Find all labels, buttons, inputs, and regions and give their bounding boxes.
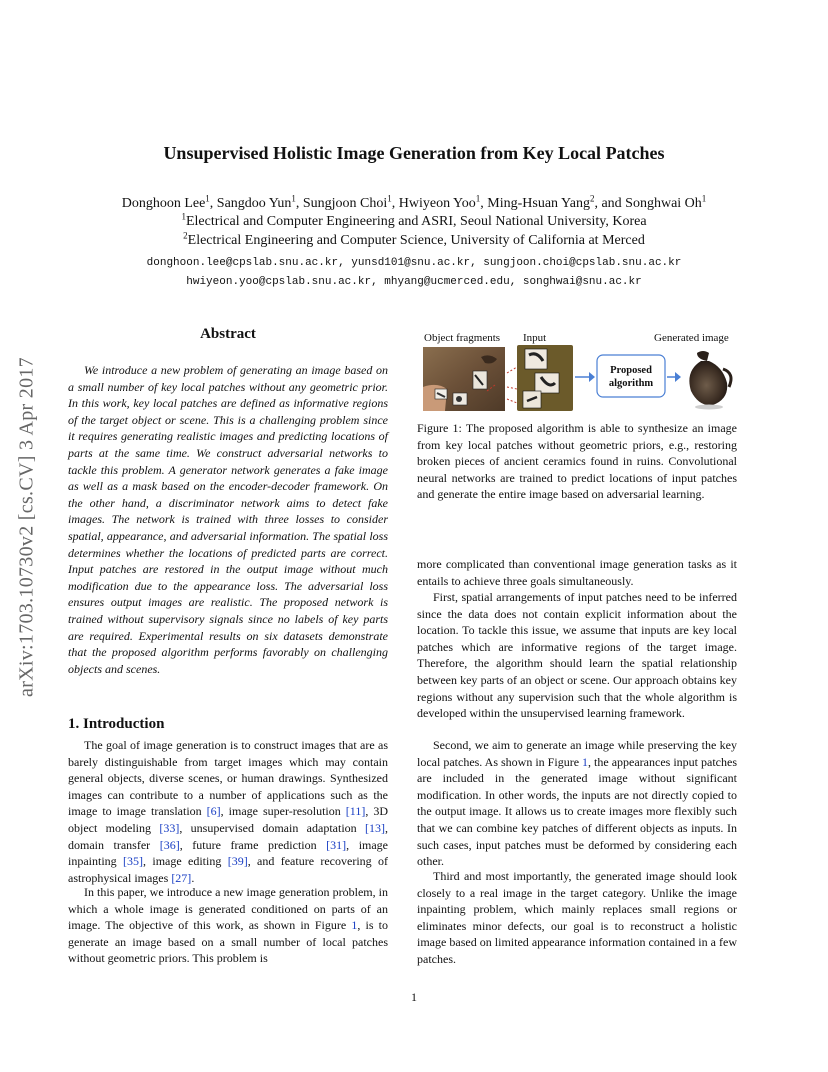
author-name: Sangdoo Yun <box>216 196 292 211</box>
affiliation-2 <box>0 230 828 249</box>
figure-1-caption: Figure 1: The proposed algorithm is able to synthesize an image from key local patches without geometric priors, e.g., restoring broken pieces of ancient ceramics found in ruins. Convolutional neural networks are trained to predict locations of input patches and generate the entire image based on adversarial learning. <box>417 421 737 502</box>
citation-link[interactable]: [39] <box>227 854 248 869</box>
citation-link[interactable]: [27] <box>171 870 192 885</box>
author-affiliation-mark: 1 <box>205 193 210 204</box>
right-paragraph-3: Third and most importantly, the generated image should look closely to a real image in the target category. Unlike the image inpainting problem, which mainly replaces small regions or eliminates minor defects, our goal is to reconstruct a holistic image based on limited appearance information contained in a few patches. <box>417 869 737 966</box>
author-affiliation-mark: 1 <box>701 193 707 204</box>
paper-title: Unsupervised Holistic Image Generation from Key Local Patches <box>163 143 665 163</box>
author-affiliation-mark: 2 <box>589 193 595 204</box>
author-name: Sungjoon Choi <box>302 196 388 211</box>
citation-link[interactable]: [6] <box>206 804 221 819</box>
citation-link[interactable]: [33] <box>159 820 180 835</box>
citation-link[interactable]: [31] <box>326 837 347 852</box>
author-separator: , <box>480 196 488 211</box>
intro-paragraph-2: In this paper, we introduce a new image generation problem, in which a whole image is generated conditioned on parts of an image. The objective of this work, as shown in Figure 1, is to generate an image based on a small number of local patches without geometric priors. This problem is <box>68 885 389 966</box>
email-line-1: donghoon.lee@cpslab.snu.ac.kr, yunsd101@snu.ac.kr, sungjoon.choi@cpslab.snu.ac.kr <box>146 257 682 269</box>
svg-text:Proposed: Proposed <box>610 365 652 376</box>
citation-link[interactable]: 1 <box>582 754 589 769</box>
proposed-algorithm-box <box>597 355 665 397</box>
generated-vase-image <box>683 347 737 411</box>
citation-link[interactable]: [36] <box>159 837 180 852</box>
object-fragments-photo <box>423 347 505 411</box>
affiliation-1 <box>0 211 828 230</box>
abstract-heading: Abstract <box>200 326 256 342</box>
arxiv-identifier <box>14 292 40 762</box>
abstract-text: We introduce a new problem of generating an image based on a small number of key local patches without any geometric prior. In this work, key local patches are defined as informative regions of the target object or scene. This is a challenging problem since it requires generating realistic images and predicting locations of parts at the same time. We construct adversarial networks to tackle this problem. A generator network generates a fake image as well as a mask based on the encoder-decoder framework. On the other hand, a discriminator network aims to detect fake images. The network is trained with three losses to consider spatial, appearance, and adversarial information. The spatial loss determines whether the locations of predicted parts are correct. Input patches are restored in the output image without much modification due to the appearance loss. The adversarial loss ensures output images are realistic. The proposed network is trained without supervisory signals since no labels of key parts are required. Experimental results on six datasets demonstrate that the proposed algorithm performs favorably on challenging objects and scenes. <box>68 363 388 676</box>
author-list <box>0 193 828 212</box>
author-name: Songhwai Oh <box>625 196 702 211</box>
citation-link[interactable]: 1 <box>351 918 358 933</box>
author-name: Ming-Hsuan Yang <box>487 196 590 211</box>
citation-link[interactable]: [11] <box>345 804 366 819</box>
author-separator: , <box>391 196 399 211</box>
intro-heading: 1. Introduction <box>68 716 165 732</box>
page-number: 1 <box>411 990 417 1004</box>
arrow-to-output <box>667 372 681 382</box>
citation-link[interactable]: [35] <box>123 854 144 869</box>
affiliation-1-text: Electrical and Computer Engineering and ASRI, Seoul National University, Korea <box>185 214 647 229</box>
svg-text:algorithm: algorithm <box>608 378 654 389</box>
author-name: Hwiyeon Yoo <box>398 196 476 211</box>
affiliation-2-text: Electrical Engineering and Computer Science, University of California at Merced <box>187 233 645 248</box>
figure-1 <box>417 327 739 415</box>
intro-paragraph-1: The goal of image generation is to construct images that are as barely distinguishable from target images which may contain general objects, diverse scenes, or human drawings. Synthesized images can contribute to a number of applications such as the image to image translation [6], image super-resolution [11], 3D object modeling [33], unsupervised domain adaptation [13], domain transfer [36], future frame prediction [31], image inpainting [35], image editing [39], and feature recovering of astrophysical images [27]. <box>68 738 389 885</box>
right-paragraph-1: First, spatial arrangements of input patches need to be inferred since the data does not contain explicit information about the location. To tackle this issue, we assume that inputs are key local patches which are informative regions of the target image. Therefore, the algorithm should learn the spatial relationship between key parts of an object or scene. Our approach obtains key regions without any supervision such that the whole algorithm is developed within the unsupervised learning framework. <box>417 590 737 721</box>
email-line-2: hwiyeon.yoo@cpslab.snu.ac.kr, mhyang@ucmerced.edu, songhwai@snu.ac.kr <box>186 276 642 288</box>
arrow-to-algorithm <box>575 372 595 382</box>
author-separator: , and <box>594 196 626 211</box>
author-affiliation-mark: 1 <box>387 193 392 204</box>
figure-1-graphic <box>417 327 739 415</box>
right-paragraph-0: more complicated than conventional image generation tasks as it entails to achieve three goals simultaneously. <box>417 557 737 588</box>
author-name: Donghoon Lee <box>121 196 206 211</box>
affiliation-2-number: 2 <box>183 230 188 241</box>
input-patches <box>507 345 573 411</box>
label-object-fragments: Object fragments <box>424 332 501 344</box>
label-generated-image: Generated image <box>654 332 729 344</box>
author-affiliation-mark: 1 <box>291 193 296 204</box>
label-input: Input <box>523 332 547 344</box>
arxiv-id-text: arXiv:1703.10730v2 [cs.CV] 3 Apr 2017 <box>15 357 38 697</box>
author-separator: , <box>209 196 217 211</box>
affiliation-1-number: 1 <box>181 211 186 222</box>
right-paragraph-2: Second, we aim to generate an image while preserving the key local patches. As shown in Figure 1, the appearances input patches are included in the generated image without significant modification. In other words, the inputs are not directly copied to the output image. It allows us to create images more flexibly such that we can combine key patches of different objects as inputs. In such cases, input patches must be deformed by considering each other. <box>417 738 737 869</box>
author-affiliation-mark: 1 <box>475 193 481 204</box>
citation-link[interactable]: [13] <box>365 820 386 835</box>
author-separator: , <box>295 196 303 211</box>
